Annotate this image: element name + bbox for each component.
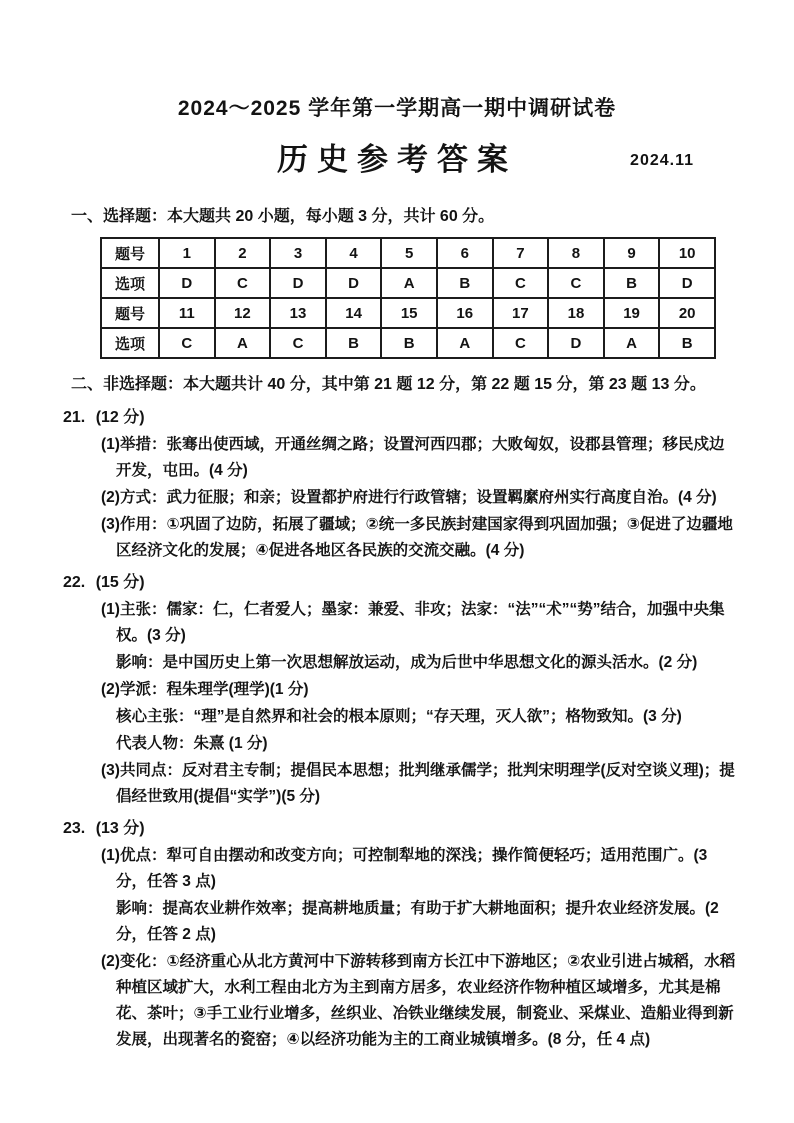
question-number-cell: 1 — [159, 238, 215, 268]
question-23 — [63, 816, 736, 1053]
question-number-cell: 5 — [381, 238, 437, 268]
answer-subparagraph: 代表人物：朱熹 (1 分) — [116, 735, 268, 752]
answer-cell: C — [548, 268, 604, 298]
question-number-cell: 13 — [270, 298, 326, 328]
question-score: (12 分) — [95, 409, 145, 426]
answer-cell: C — [159, 328, 215, 358]
question-number-cell: 8 — [548, 238, 604, 268]
answer-sheet-title: 历史参考答案 — [277, 142, 517, 177]
question-number-cell: 17 — [493, 298, 549, 328]
question-23-body — [101, 843, 736, 1053]
answer-cell: C — [493, 328, 549, 358]
answer-cell: B — [604, 268, 660, 298]
question-number-cell: 7 — [493, 238, 549, 268]
question-22-body — [101, 597, 736, 810]
section-1-heading: 一、选择题：本大题共 20 小题，每小题 3 分，共计 60 分。 — [71, 208, 495, 225]
answer-cell: D — [659, 268, 715, 298]
question-number-cell: 3 — [270, 238, 326, 268]
answer-cell: A — [437, 328, 493, 358]
table-row — [101, 268, 715, 298]
answer-paragraph: (2)变化：①经济重心从北方黄河中下游转移到南方长江中下游地区；②农业引进占城稻，水稻种植区域扩大，水利工程由北方为主到南方居多，农业经济作物种植区域增多，尤其是棉花、茶叶；③手工业行业增多，丝织业、冶铁业继续发展，制瓷业、采煤业、造船业得到新发展，出现著名的瓷窑；④以经济功能为主的工商业城镇增多。(8 分，任 4 点) — [101, 953, 736, 1048]
question-number-cell: 19 — [604, 298, 660, 328]
row-label: 题号 — [101, 298, 159, 328]
question-number: 21. — [63, 409, 86, 426]
question-number-cell: 20 — [659, 298, 715, 328]
question-score: (15 分) — [95, 574, 145, 591]
question-number: 23. — [63, 820, 86, 837]
row-label: 选项 — [101, 328, 159, 358]
question-number-cell: 12 — [215, 298, 271, 328]
answer-cell: C — [215, 268, 271, 298]
question-number-cell: 16 — [437, 298, 493, 328]
multiple-choice-answer-table — [100, 237, 716, 359]
question-score: (13 分) — [95, 820, 145, 837]
question-number-cell: 11 — [159, 298, 215, 328]
answer-cell: A — [215, 328, 271, 358]
question-number-cell: 15 — [381, 298, 437, 328]
answer-cell: A — [604, 328, 660, 358]
answer-paragraph: (2)学派：程朱理学(理学)(1 分) — [101, 681, 309, 698]
answer-cell: D — [326, 268, 382, 298]
table-row — [101, 298, 715, 328]
answer-cell: C — [493, 268, 549, 298]
answer-cell: A — [381, 268, 437, 298]
answer-paragraph: (1)优点：犁可自由摆动和改变方向；可控制犁地的深浅；操作简便轻巧；适用范围广。(3 分，任答 3 点) — [101, 847, 708, 890]
answer-cell: D — [159, 268, 215, 298]
answer-cell: B — [659, 328, 715, 358]
question-21-body — [101, 432, 736, 564]
answer-cell: D — [270, 268, 326, 298]
answer-paragraph: (3)共同点：反对君主专制；提倡民本思想；批判继承儒学；批判宋明理学(反对空谈义理)；提倡经世致用(提倡“实学”)(5 分) — [101, 762, 735, 805]
row-label: 题号 — [101, 238, 159, 268]
question-21-header — [63, 405, 736, 431]
question-number-cell: 18 — [548, 298, 604, 328]
section-2-heading: 二、非选择题：本大题共计 40 分，其中第 21 题 12 分，第 22 题 15 分，第 23 题 13 分。 — [71, 376, 706, 393]
answer-subparagraph: 影响：是中国历史上第一次思想解放运动，成为后世中华思想文化的源头活水。(2 分) — [116, 654, 698, 671]
row-label: 选项 — [101, 268, 159, 298]
answer-cell: B — [326, 328, 382, 358]
answer-subparagraph: 核心主张：“理”是自然界和社会的根本原则；“存天理，灭人欲”；格物致知。(3 分) — [116, 708, 682, 725]
exam-title: 2024～2025 学年第一学期高一期中调研试卷 — [177, 97, 617, 120]
exam-date: 2024.11 — [630, 152, 694, 169]
answer-paragraph: (3)作用：①巩固了边防，拓展了疆域；②统一多民族封建国家得到巩固加强；③促进了边疆地区经济文化的发展；④促进各地区各民族的交流交融。(4 分) — [101, 516, 733, 559]
answer-cell: C — [270, 328, 326, 358]
question-number-cell: 14 — [326, 298, 382, 328]
question-23-header — [63, 816, 736, 842]
question-21 — [63, 405, 736, 564]
question-number-cell: 4 — [326, 238, 382, 268]
table-row — [101, 328, 715, 358]
question-number-cell: 2 — [215, 238, 271, 268]
answer-paragraph: (1)主张：儒家：仁，仁者爱人；墨家：兼爱、非攻；法家：“法”“术”“势”结合，加强中央集权。(3 分) — [101, 601, 725, 644]
answer-cell: B — [437, 268, 493, 298]
table-row — [101, 238, 715, 268]
document-content — [0, 179, 794, 1053]
question-number-cell: 6 — [437, 238, 493, 268]
answer-subparagraph: 影响：提高农业耕作效率；提高耕地质量；有助于扩大耕地面积；提升农业经济发展。(2 分，任答 2 点) — [116, 900, 719, 943]
question-number-cell: 9 — [604, 238, 660, 268]
question-number: 22. — [63, 574, 86, 591]
answer-cell: D — [548, 328, 604, 358]
question-number-cell: 10 — [659, 238, 715, 268]
question-22-header — [63, 570, 736, 596]
answer-paragraph: (1)举措：张骞出使西域，开通丝绸之路；设置河西四郡；大败匈奴，设郡县管理；移民戍边开发，屯田。(4 分) — [101, 436, 725, 479]
question-22 — [63, 570, 736, 810]
answer-paragraph: (2)方式：武力征服；和亲；设置都护府进行行政管辖；设置羁縻府州实行高度自治。(4 分) — [101, 489, 717, 506]
answer-cell: B — [381, 328, 437, 358]
